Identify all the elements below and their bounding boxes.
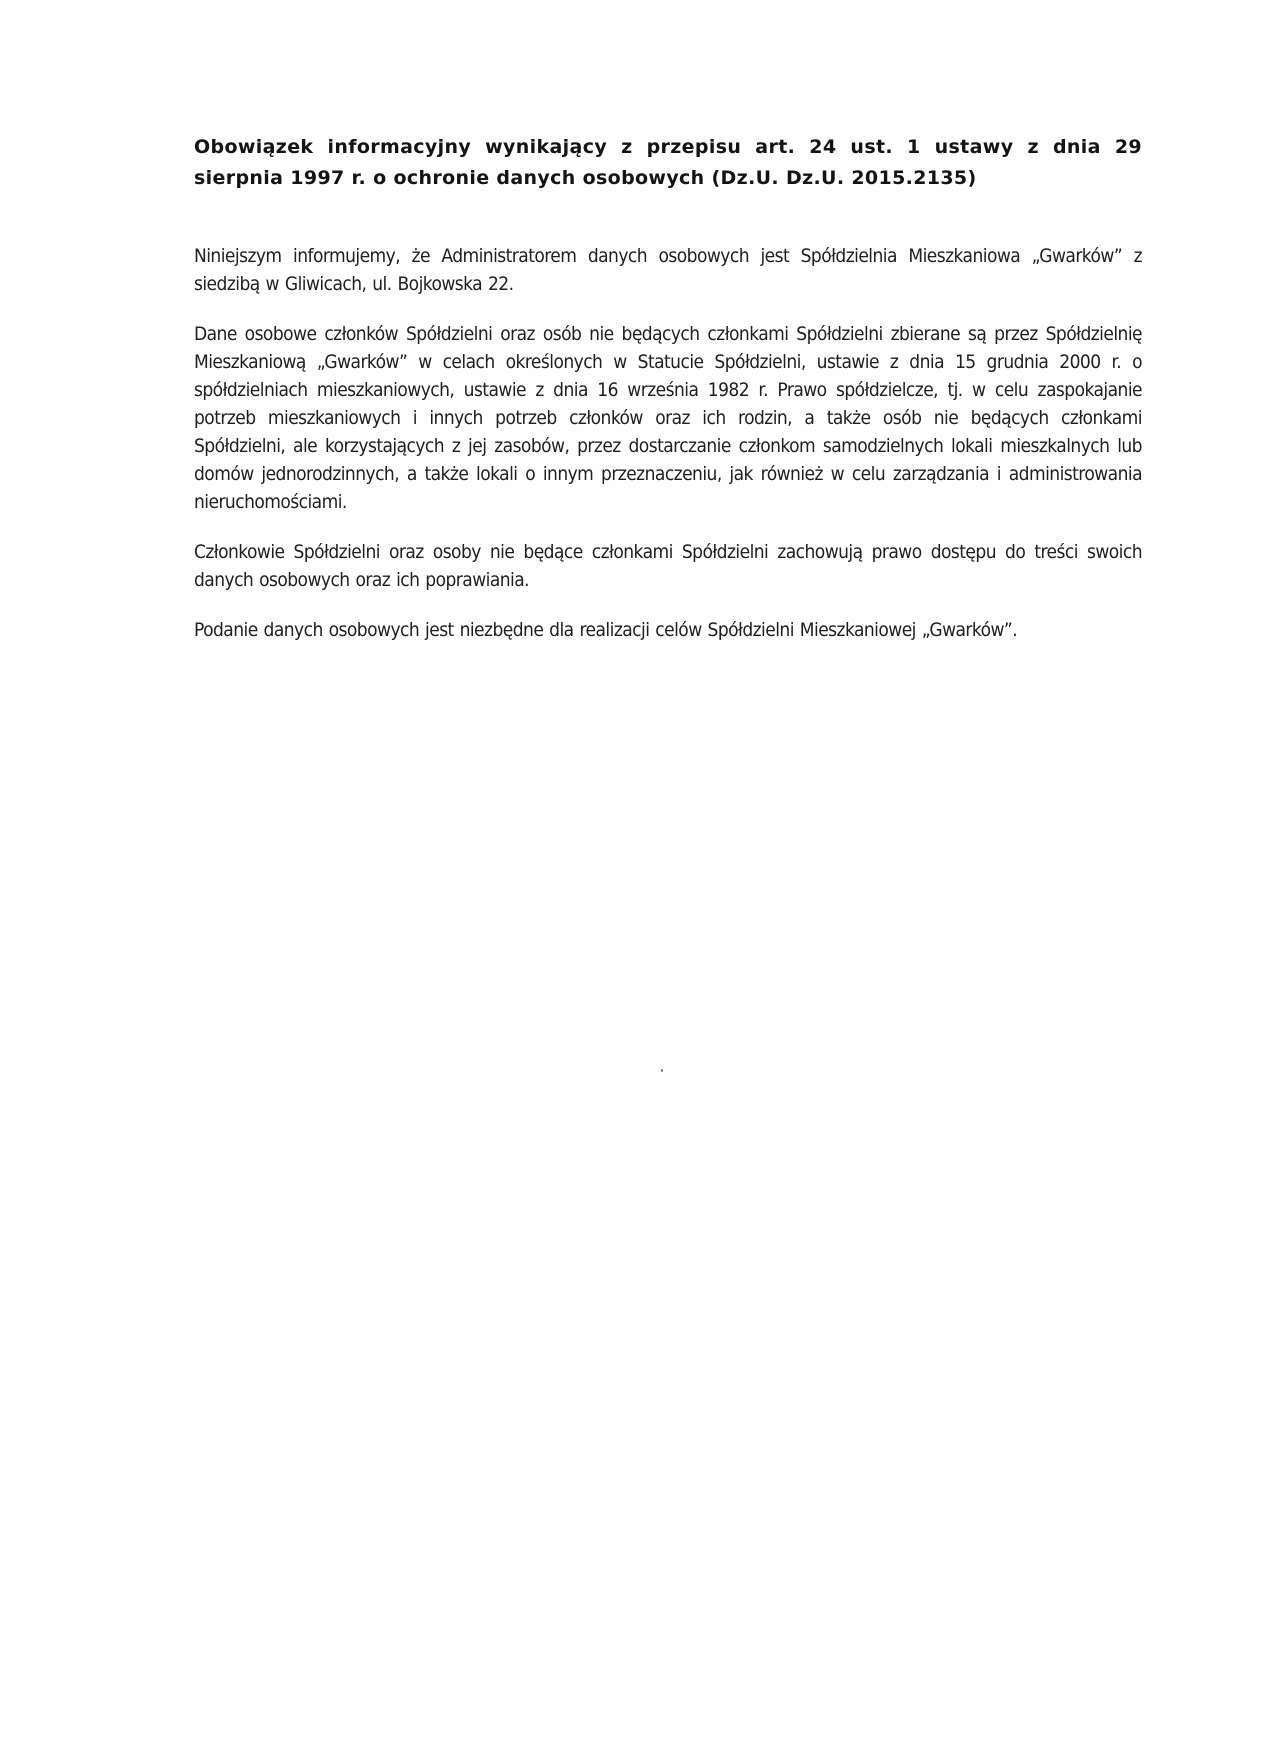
document-body: [194, 132, 1142, 644]
paragraph-access-rights: Członkowie Spółdzielni oraz osoby nie będące członkami Spółdzielni zachowują prawo dostępu do treści swoich danych osobowych oraz ich poprawiania.: [194, 541, 1142, 591]
paragraph-administrator: Niniejszym informujemy, że Administratorem danych osobowych jest Spółdzielnia Mieszkaniowa „Gwarków” z siedzibą w Gliwicach, ul. Bojkowska 22.: [194, 245, 1142, 295]
scan-speck: [661, 1069, 663, 1072]
paragraph-purpose: Dane osobowe członków Spółdzielni oraz osób nie będących członkami Spółdzielni zbierane są przez Spółdzielnię Mieszkaniową „Gwarków” w celach określonych w Statucie Spółdzielni, ustawie z dnia 15 grudnia 2000 r. o spółdzielniach mieszkaniowych, ustawie z dnia 16 września 1982 r. Prawo spółdzielcze, tj. w celu zaspokajanie potrzeb mieszkaniowych i innych potrzeb członków oraz ich rodzin, a także osób nie będących członkami Spółdzielni, ale korzystających z jej zasobów, przez dostarczanie członkom samodzielnych lokali mieszkalnych lub domów jednorodzinnych, a także lokali o innym przeznaczeniu, jak również w celu zarządzania i administrowania nieruchomościami.: [194, 323, 1142, 513]
paragraph-necessity: Podanie danych osobowych jest niezbędne dla realizacji celów Spółdzielni Mieszkaniowej „Gwarków”.: [194, 619, 1018, 641]
document-title: Obowiązek informacyjny wynikający z przepisu art. 24 ust. 1 ustawy z dnia 29 sierpnia 1997 r. o ochronie danych osobowych (Dz.U. Dz.U. 2015.2135): [194, 136, 1142, 189]
